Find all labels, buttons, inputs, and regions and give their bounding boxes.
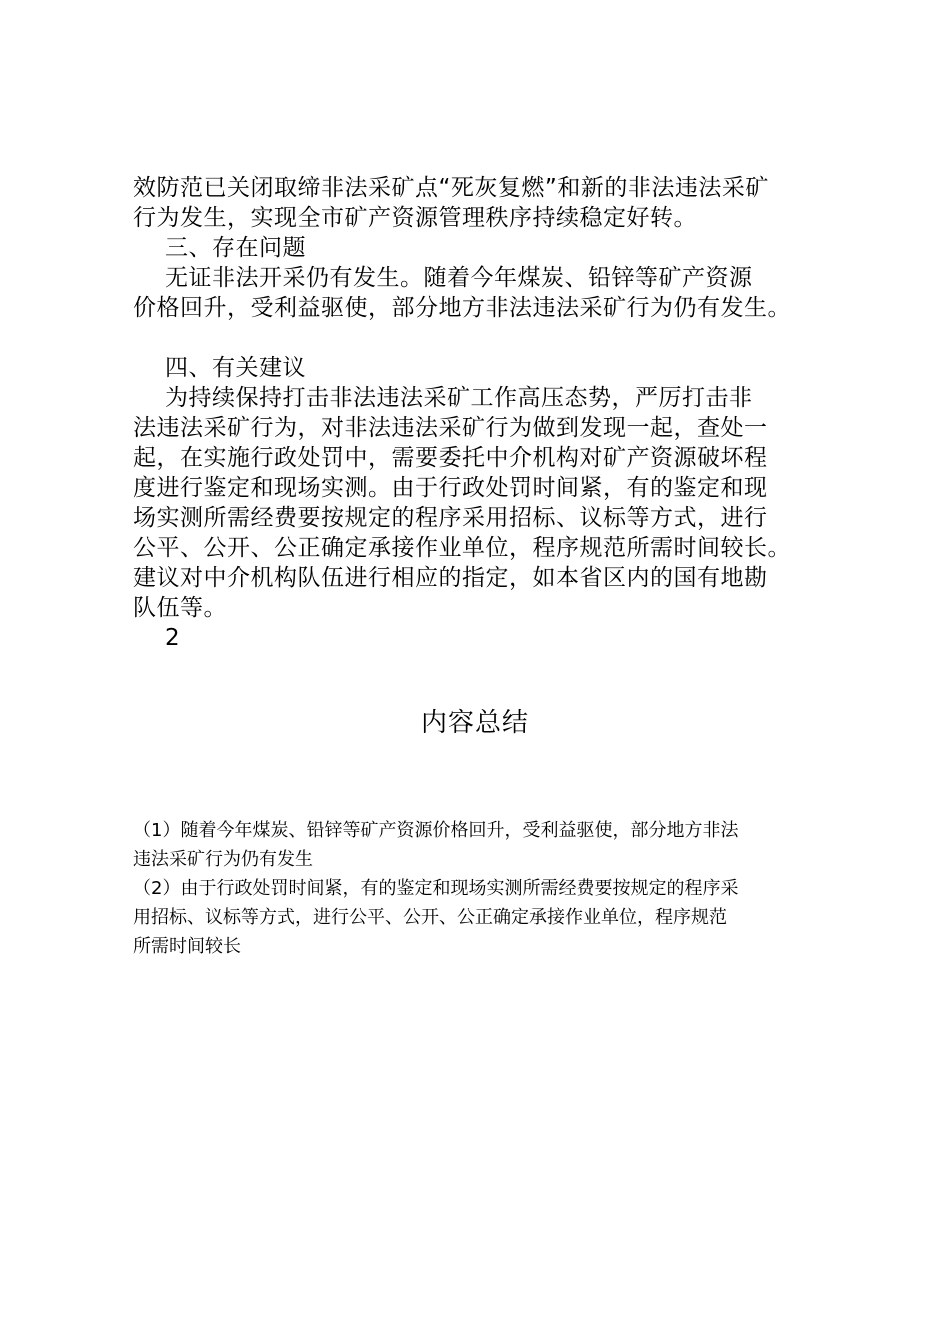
body-line: 价格回升，受利益驱使，部分地方非法违法采矿行为仍有发生。 xyxy=(133,295,791,321)
summary-line: （2）由于行政处罚时间紧，有的鉴定和现场实测所需经费要按规定的程序采 xyxy=(133,878,739,899)
summary-text xyxy=(133,816,833,961)
summary-line: 违法采矿行为仍有发生 xyxy=(133,849,313,870)
body-line: 公平、公开、公正确定承接作业单位，程序规范所需时间较长。 xyxy=(133,535,791,561)
body-line: 度进行鉴定和现场实测。由于行政处罚时间紧，有的鉴定和现 xyxy=(133,475,768,501)
section-heading-problems: 三、存在问题 xyxy=(165,235,306,261)
body-line: 场实测所需经费要按规定的程序采用招标、议标等方式，进行 xyxy=(133,505,768,531)
body-line: 队伍等。 xyxy=(133,595,227,621)
body-line: 法违法采矿行为，对非法违法采矿行为做到发现一起，查处一 xyxy=(133,415,768,441)
body-line: 无证非法开采仍有发生。随着今年煤炭、铅锌等矿产资源 xyxy=(165,265,753,291)
body-line: 建议对中介机构队伍进行相应的指定，如本省区内的国有地勘 xyxy=(133,565,768,591)
body-text xyxy=(133,173,833,653)
blank-line xyxy=(133,323,833,353)
page-number: 2 xyxy=(165,625,181,651)
body-line: 效防范已关闭取缔非法采矿点“死灰复燃”和新的非法违法采矿 xyxy=(133,175,769,201)
summary-line: 用招标、议标等方式，进行公平、公开、公正确定承接作业单位，程序规范 xyxy=(133,907,727,928)
summary-line: （1）随着今年煤炭、铅锌等矿产资源价格回升，受利益驱使，部分地方非法 xyxy=(133,820,739,841)
body-line: 行为发生，实现全市矿产资源管理秩序持续稳定好转。 xyxy=(133,205,697,231)
summary-title: 内容总结 xyxy=(420,708,529,738)
body-line: 起，在实施行政处罚中，需要委托中介机构对矿产资源破坏程 xyxy=(133,445,768,471)
body-line: 为持续保持打击非法违法采矿工作高压态势，严厉打击非 xyxy=(165,385,753,411)
section-heading-suggestions: 四、有关建议 xyxy=(165,355,306,381)
summary-line: 所需时间较长 xyxy=(133,936,241,957)
